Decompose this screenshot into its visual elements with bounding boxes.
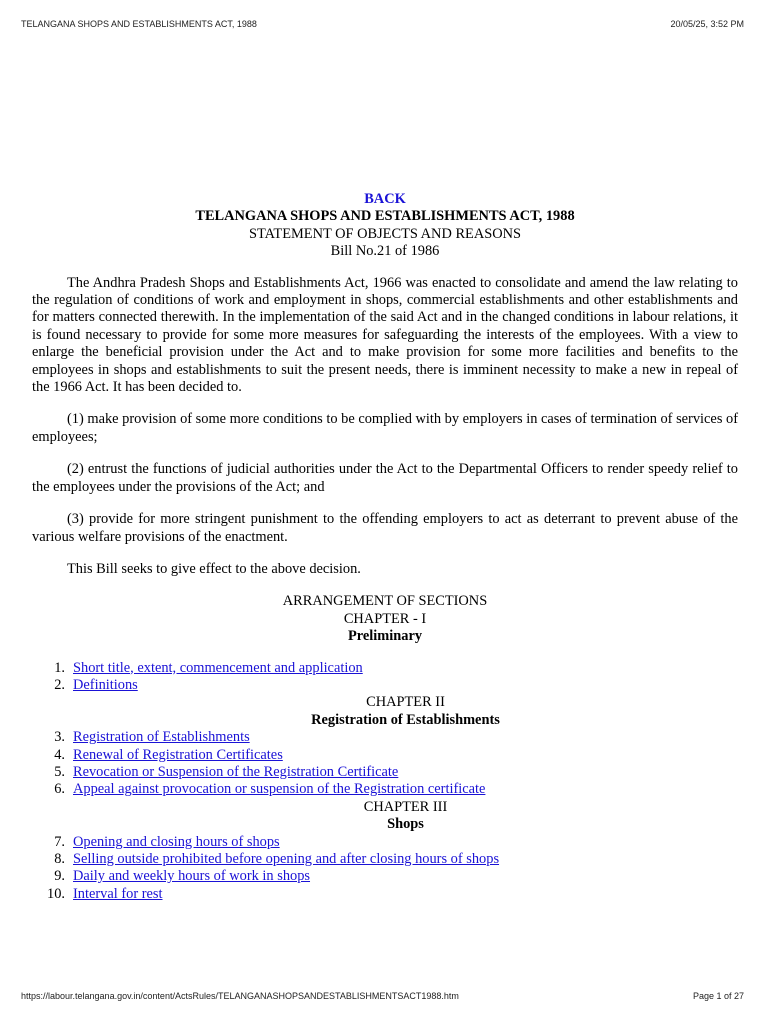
arrangement-heading: ARRANGEMENT OF SECTIONS [282, 593, 488, 610]
paragraph-point-1: (1) make provision of some more conditions to be complied with by employers in cases of termination of services of employees; [32, 411, 739, 445]
section-link[interactable]: Daily and weekly hours of work in shops [73, 868, 311, 885]
section-list-chapter-2 [32, 729, 738, 799]
section-link[interactable]: Appeal against provocation or suspension of the Registration certificate [73, 781, 486, 798]
list-item: 9. Daily and weekly hours of work in shops [54, 868, 311, 885]
act-title: TELANGANA SHOPS AND ESTABLISHMENTS ACT, 1988 [195, 208, 575, 225]
chapter-1-label: CHAPTER - I [343, 610, 427, 627]
paragraph-closing: This Bill seeks to give effect to the above decision. [67, 560, 361, 577]
chapter-1-title: Preliminary [347, 628, 423, 645]
section-list-chapter-3 [32, 834, 738, 904]
back-link[interactable]: BACK [364, 191, 406, 207]
document-body [32, 191, 738, 903]
section-link[interactable]: Selling outside prohibited before opening and after closing hours of shops [73, 851, 500, 867]
section-link[interactable]: Renewal of Registration Certificates [73, 746, 283, 763]
list-item: 10. Interval for rest [47, 885, 163, 902]
chapter-2-label: CHAPTER II [366, 694, 445, 711]
paragraph-intro: The Andhra Pradesh Shops and Establishments Act, 1966 was enacted to consolidate and amend the law relating to the regulation of conditions of work and employment in shops, commercial establishments and other establishments and for matters connected therewith. In the implementation of the said Act and in the changed conditions in labour relations, it is found necessary to provide for some more measures for safeguarding the interests of the employees. With a view to enlarge the beneficial provision under the Act and to make provision for some more facilities and benefits to the employees in shops and establishments to suit the present needs, there is imminent necessity to make a new in repeal of the 1966 Act. It has been decided to. [32, 274, 738, 396]
paragraph-point-3: (3) provide for more stringent punishment to the offending employers to act as deterrant to prevent abuse of the various welfare provisions of the enactment. [32, 511, 738, 545]
section-link[interactable]: Definitions [73, 676, 138, 693]
list-item: 8. Selling outside prohibited before opening and after closing hours of shops [54, 851, 500, 867]
section-link[interactable]: Opening and closing hours of shops [73, 833, 280, 850]
print-header-title: TELANGANA SHOPS AND ESTABLISHMENTS ACT, 1988 [21, 19, 257, 29]
bill-number: Bill No.21 of 1986 [330, 243, 440, 260]
list-item: 5. Revocation or Suspension of the Registration Certificate [54, 763, 399, 780]
print-footer-page: Page 1 of 27 [692, 991, 744, 1001]
statement-heading: STATEMENT OF OBJECTS AND REASONS [248, 225, 522, 242]
chapter-3-title: Shops [387, 816, 424, 833]
section-link[interactable]: Interval for rest [73, 885, 163, 902]
list-item: 7. Opening and closing hours of shops [54, 833, 280, 850]
list-item: 3. Registration of Establishments [54, 729, 250, 746]
section-link[interactable]: Revocation or Suspension of the Registration Certificate [73, 763, 399, 780]
list-item: 2. Definitions [54, 676, 138, 693]
section-link[interactable]: Short title, extent, commencement and application [73, 659, 363, 676]
paragraph-point-2: (2) entrust the functions of judicial authorities under the Act to the Departmental Officers to render speedy relief to the employees under the provisions of the Act; and [32, 461, 738, 495]
section-link[interactable]: Registration of Establishments [73, 729, 250, 746]
print-header-datetime: 20/05/25, 3:52 PM [670, 19, 744, 29]
print-footer-url: https://labour.telangana.gov.in/content/ActsRules/TELANGANASHOPSANDESTABLISHMENTSACT1988.htm [21, 991, 459, 1001]
list-item: 4. Renewal of Registration Certificates [54, 746, 283, 763]
chapter-3-label: CHAPTER III [363, 798, 448, 815]
list-item: 1. Short title, extent, commencement and application [54, 659, 363, 676]
list-item: 6. Appeal against provocation or suspension of the Registration certificate [54, 781, 486, 798]
section-list-chapter-1 [32, 660, 738, 695]
chapter-2-title: Registration of Establishments [311, 711, 500, 728]
